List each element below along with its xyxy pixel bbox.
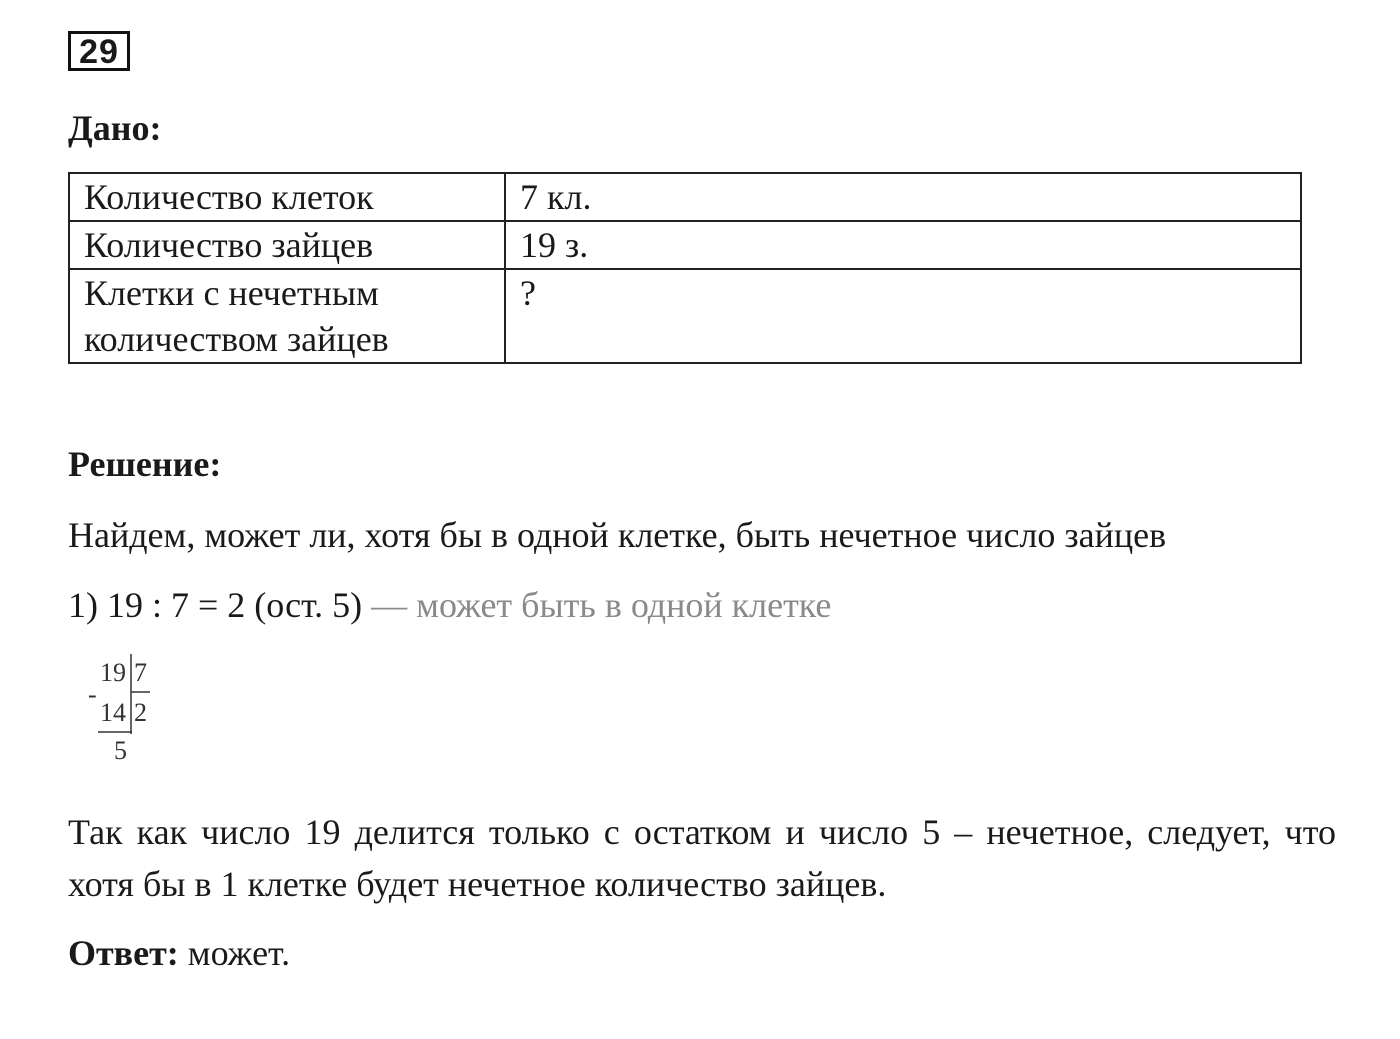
given-table (68, 172, 1302, 364)
odd-cells-label (69, 269, 505, 363)
given-heading: Дано: (68, 108, 162, 148)
answer (68, 928, 290, 978)
solution-intro: Найдем, может ли, хотя бы в одной клетке, быть нечетное число зайцев (68, 515, 1167, 555)
rabbits-count-value: 19 з. (505, 221, 1301, 269)
solution-heading: Решение: (68, 444, 222, 484)
table-row (69, 173, 1301, 221)
answer-label: Ответ: (68, 933, 179, 973)
solution-step-1 (68, 580, 831, 630)
division-remainder: 5 (114, 736, 127, 765)
step-note: — может быть в одной клетке (371, 585, 832, 625)
table-row (69, 269, 1301, 363)
cells-count-value: 7 кл. (505, 173, 1301, 221)
conclusion: Так как число 19 делится только с остатком и число 5 – нечетное, следует, что хотя бы в 1 клетке будет нечетное количество зайцев. (68, 812, 1336, 904)
odd-cells-label-line2: количеством зайцев (84, 319, 389, 359)
step-expression: 1) 19 : 7 = 2 (ост. 5) (68, 585, 363, 625)
table-row (69, 221, 1301, 269)
long-division (86, 652, 166, 772)
cells-count-label: Количество клеток (69, 173, 505, 221)
rabbits-count-label: Количество зайцев (69, 221, 505, 269)
division-quotient: 2 (134, 698, 147, 727)
division-minus-sign: - (88, 680, 97, 709)
answer-text: может. (187, 933, 291, 973)
division-lines (86, 652, 166, 772)
task-number: 29 (68, 31, 130, 71)
division-divisor: 7 (134, 658, 147, 687)
division-subtrahend: 14 (100, 698, 126, 727)
division-dividend: 19 (100, 658, 126, 687)
odd-cells-label-line1: Клетки с нечетным (84, 273, 379, 313)
odd-cells-value: ? (505, 269, 1301, 363)
